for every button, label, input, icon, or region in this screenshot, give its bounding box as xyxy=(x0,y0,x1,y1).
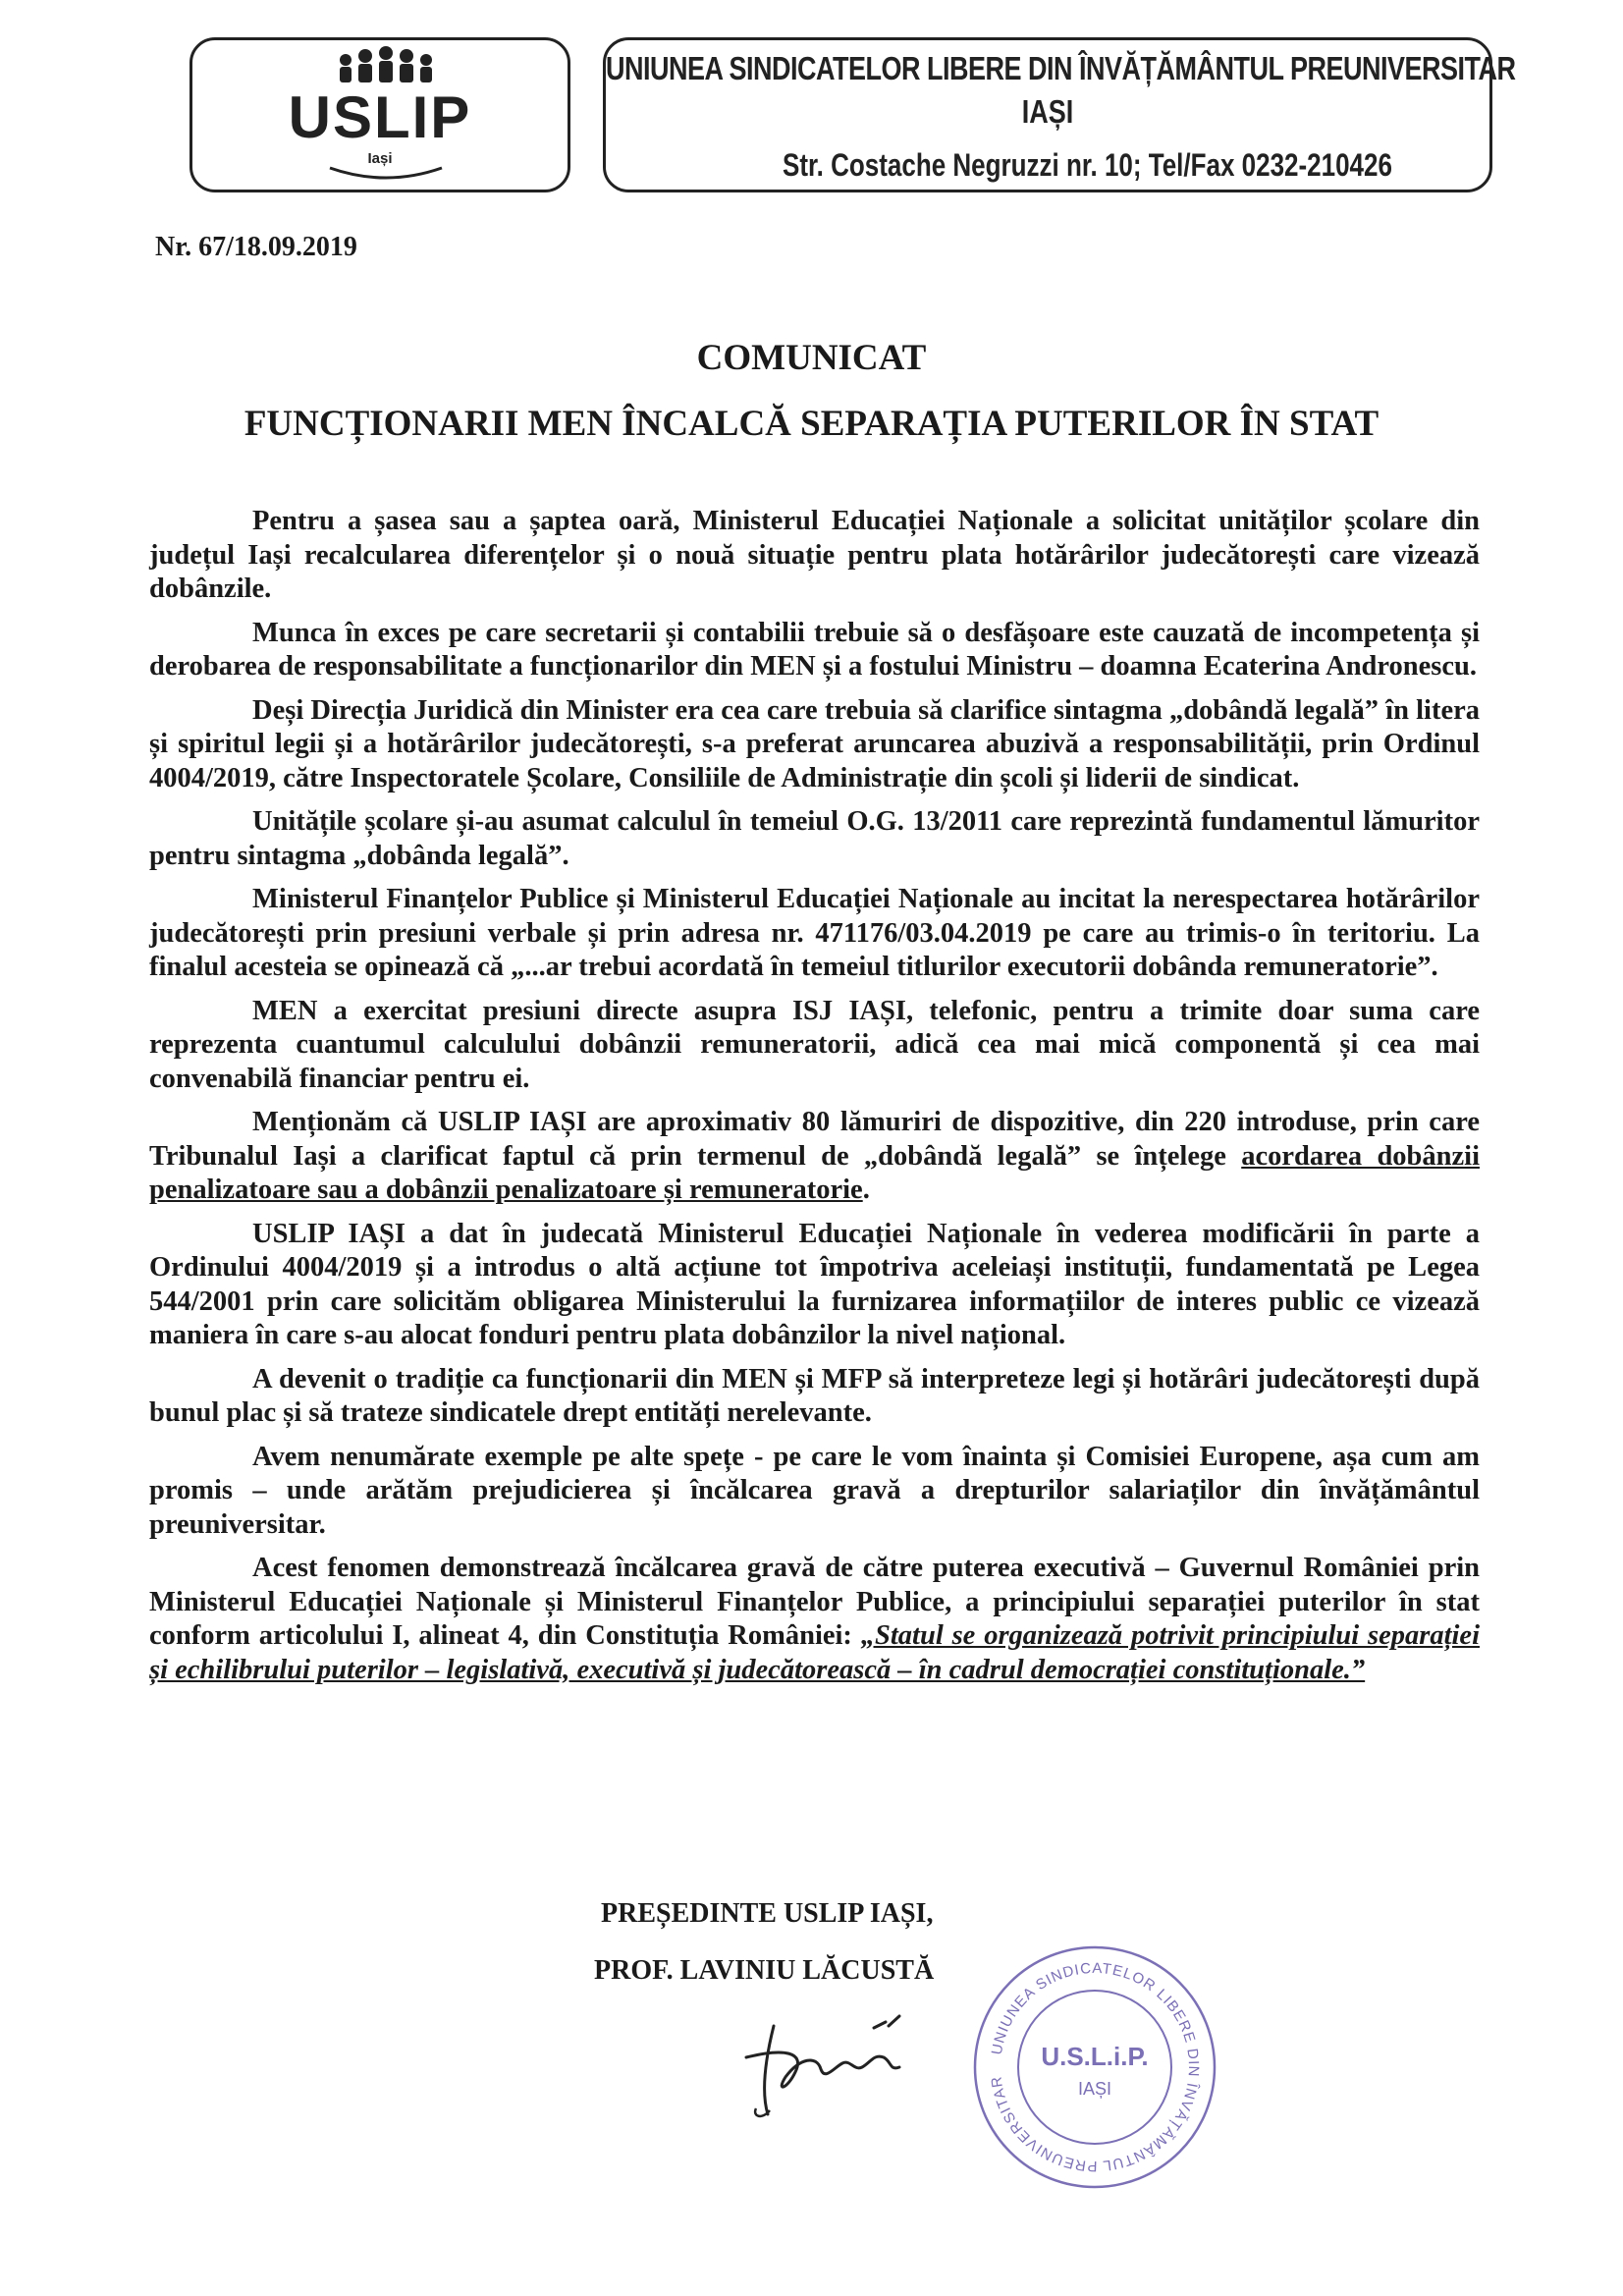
document-number: Nr. 67/18.09.2019 xyxy=(155,232,357,262)
paragraph-5: Ministerul Finanțelor Publice și Ministerul Educației Naționale au incitat la nerespectarea hotărârilor judecătorești prin presiuni verbale și prin adresa nr. 471176/03.04.2019 pe care au trimis-o în teritoriu. La finalul acesteia se opinează că „...ar trebui acordată în temeiul titlurilor executorii dobânda remuneratorie”. xyxy=(149,884,1480,982)
constitution-quote: „Statul se organizează potrivit principiului separației și echilibrului puterilor – legislativă, executivă și judecătorească – în cadrul democrației constituționale.” xyxy=(149,1620,1480,1685)
logo-smile-line xyxy=(330,168,442,178)
paragraph-7 xyxy=(149,1106,1480,1208)
paragraph-11 xyxy=(149,1552,1480,1687)
paragraph-4: Unitățile școlare și-au asumat calculul în temeiul O.G. 13/2011 care reprezintă fundamentul lămuritor pentru sintagma „dobânda legală”. xyxy=(149,806,1480,871)
logo-city: Iași xyxy=(367,150,393,167)
document-title: COMUNICAT xyxy=(696,338,927,378)
union-stamp xyxy=(967,1940,1222,2195)
paragraph-2: Munca în exces pe care secretarii și contabilii trebuie să o desfășoare este cauzată de incompetența și derobarea de responsabilitate a funcționarilor din MEN și a fostului Ministru – doamna Ecaterina Andronescu. xyxy=(149,617,1480,682)
paragraph-7-underlined: acordarea dobânzii penalizatoare sau a dobânzii penalizatoare și remuneratorie xyxy=(149,1140,1480,1205)
paragraph-10: Avem nenumărate exemple pe alte spețe - pe care le vom înainta și Comisiei Europene, așa cum am promis – unde arătăm prejudicierea și încălcarea gravă a drepturilor salariaților din învățământul preuniversitar. xyxy=(149,1441,1480,1540)
organization-header xyxy=(603,37,1516,192)
paragraph-6: MEN a exercitat presiuni directe asupra ISJ IAȘI, telefonic, pentru a trimite doar suma care reprezenta cuantumul calculului dobânzii remuneratorii, adică cea mai mică componentă și cea mai convenabilă financiar pentru ei. xyxy=(149,995,1480,1094)
signatory-name: PROF. LAVINIU LĂCUSTĂ xyxy=(594,1955,935,1986)
document-subtitle: FUNCȚIONARII MEN ÎNCALCĂ SEPARAȚIA PUTERILOR ÎN STAT xyxy=(243,404,1380,444)
paragraph-8: USLIP IAȘI a dat în judecată Ministerul Educației Naționale în vederea modificării în parte a Ordinului 4004/2019 și a introdus o altă acțiune tot împotriva aceleiași instituții, fundamentată pe Legea 544/2001 prin care solicităm obligarea Ministerului la furnizarea informațiilor de interes public ce vizează maniera în care s-au alocat fonduri pentru plata dobânzilor la nivel național. xyxy=(149,1218,1480,1350)
organization-city: IAȘI xyxy=(1021,93,1074,131)
handwritten-signature xyxy=(727,1998,952,2126)
organization-name: UNIUNEA SINDICATELOR LIBERE DIN ÎNVĂȚĂMÂNTUL PREUNIVERSITAR xyxy=(606,50,1516,87)
stamp-center-text: U.S.L.i.P. xyxy=(1041,2042,1149,2071)
logo-wordmark: USLIP xyxy=(288,84,472,150)
paragraph-11-text: Acest fenomen demonstrează încălcarea gravă de către puterea executivă – Guvernul României prin Ministerul Educației Naționale și Ministerul Finanțelor Publice, a principiului separației puterilor în stat conform articolului I, alineat 4, din Constituția României: xyxy=(149,1553,1480,1651)
signatory-role: PREȘEDINTE USLIP IAȘI, xyxy=(601,1898,934,1929)
stamp-ring-text: UNIUNEA SINDICATELOR LIBERE DIN ÎNVĂȚĂMÂNTUL PREUNIVERSITAR xyxy=(988,1959,1203,2175)
uslip-logo xyxy=(189,37,570,192)
stamp-city-text: IAȘI xyxy=(1077,2079,1112,2099)
paragraph-7-end: . xyxy=(862,1175,870,1205)
organization-address: Str. Costache Negruzzi nr. 10; Tel/Fax 0232-210426 xyxy=(783,146,1392,184)
paragraph-3: Deși Direcția Juridică din Minister era cea care trebuia să clarifice sintagma „dobândă legală” în litera și spiritul legii și a hotărârilor judecătorești, s-a preferat aruncarea abuzivă a responsabilității, prin Ordinul 4004/2019, către Inspectoratele Școlare, Consiliile de Administrație din școli și liderii de sindicat. xyxy=(149,694,1480,793)
paragraph-9: A devenit o tradiție ca funcționarii din MEN și MFP să interpreteze legi și hotărâri judecătorești după bunul plac și să trateze sindicatele drept entități nerelevante. xyxy=(149,1363,1480,1428)
paragraph-7-text: Menționăm că USLIP IAȘI are aproximativ 80 lămuriri de dispozitive, din 220 introduse, prin care Tribunalul Iași a clarificat faptul că prin termenul de „dobândă legală” se înțelege xyxy=(149,1107,1480,1172)
document-body xyxy=(149,505,1480,1687)
paragraph-1: Pentru a șasea sau a șaptea oară, Ministerul Educației Naționale a solicitat unităților școlare din județul Iași recalcularea diferențelor și o nouă situație pentru plata hotărârilor judecătorești care vizează dobânzile. xyxy=(149,506,1480,604)
